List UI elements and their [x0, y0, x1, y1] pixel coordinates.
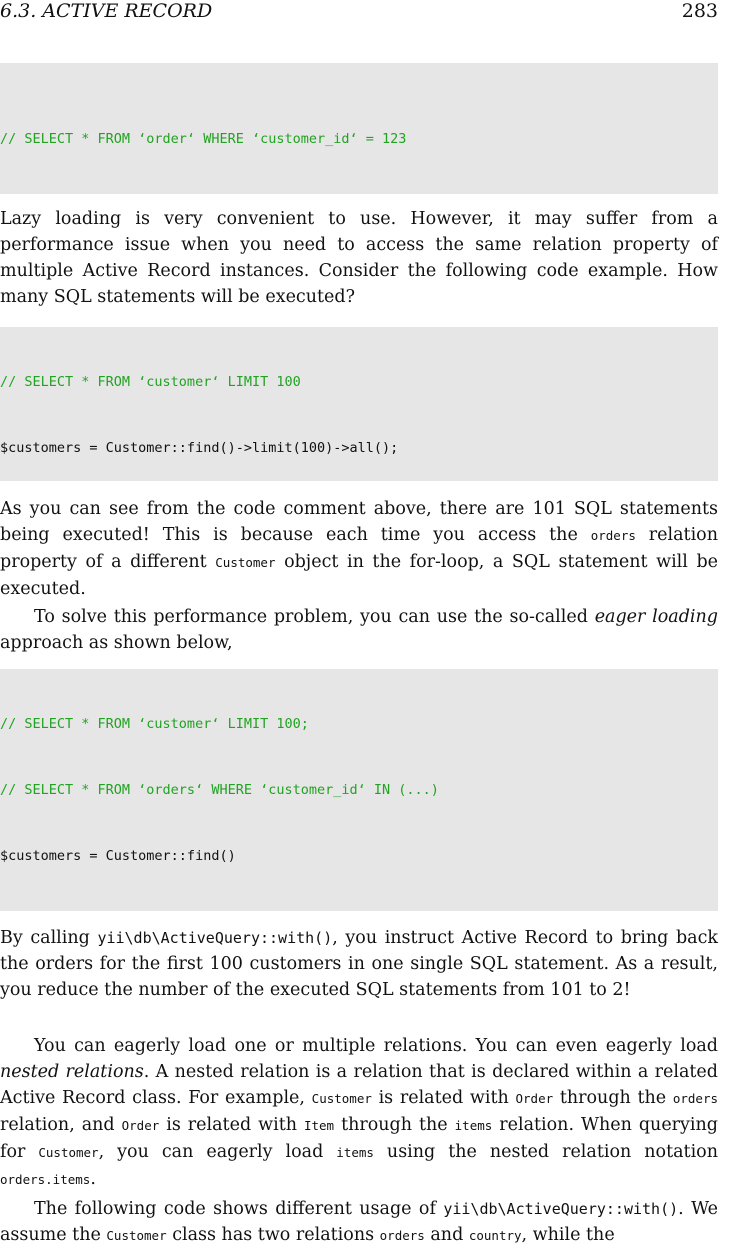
paragraph-with-method: By calling yii\db\ActiveQuery::with(), you instruct Active Record to bring back the orders for the first 100 customers in one single SQL statement. As a result, you reduce the number of the executed SQL statements from 101 to 2! — [0, 928, 718, 1000]
paragraph-nested-relations: You can eagerly load one or multiple relations. You can even eagerly load nested relations. A nested relation is a relation that is declared within a related Active Record class. For example, Customer is related with Order through the orders relation, and Order is related with Item through the items relation. When querying for Customer, you can eagerly load items using the nested relation notation orders.items. — [0, 1036, 719, 1189]
paragraph-eager-loading: To solve this performance problem, you can use the so-called eager loading approach as shown below, — [0, 607, 718, 653]
inline-code: orders — [590, 528, 636, 543]
paragraph-101-statements: As you can see from the code comment above, there are 101 SQL statements being executed! This is because each time you access the orders relation property of a different Customer object in the for-loop, a SQL statement will be executed. — [0, 499, 719, 599]
inline-code: Customer — [215, 555, 276, 570]
code-line: $customers = Customer::find()->limit(100)->all(); — [0, 440, 399, 456]
inline-code: yii\db\ActiveQuery::with() — [97, 929, 333, 947]
running-title: 6.3. ACTIVE RECORD — [0, 0, 213, 22]
code-line: // SELECT * FROM ‘customer‘ LIMIT 100; — [0, 716, 309, 732]
page-header — [0, 0, 734, 24]
code-block-1 — [0, 63, 718, 194]
page-number: 283 — [681, 0, 718, 22]
code-line: // SELECT * FROM ‘customer‘ LIMIT 100 — [0, 374, 301, 390]
code-block-2 — [0, 327, 718, 481]
code-block-3 — [0, 669, 718, 911]
code-line: $customers = Customer::find() — [0, 848, 236, 864]
paragraph-lazy-loading: Lazy loading is very convenient to use. However, it may suffer from a performance issue when you need to access the same relation property of multiple Active Record instances. Consider the following code example. How many SQL statements will be executed? — [0, 209, 718, 307]
inline-code: yii\db\ActiveQuery::with() — [443, 1200, 679, 1218]
emphasis: nested relations — [0, 1062, 144, 1082]
code-line: // SELECT * FROM ‘orders‘ WHERE ‘customer_id‘ IN (...) — [0, 782, 439, 798]
emphasis: eager loading — [594, 607, 718, 627]
code-line: // SELECT * FROM ‘order‘ WHERE ‘customer_id‘ = 123 — [0, 131, 407, 147]
paragraph-usage: The following code shows different usage of yii\db\ActiveQuery::with(). We assume the Customer class has two relations orders and country, while the — [0, 1199, 719, 1245]
